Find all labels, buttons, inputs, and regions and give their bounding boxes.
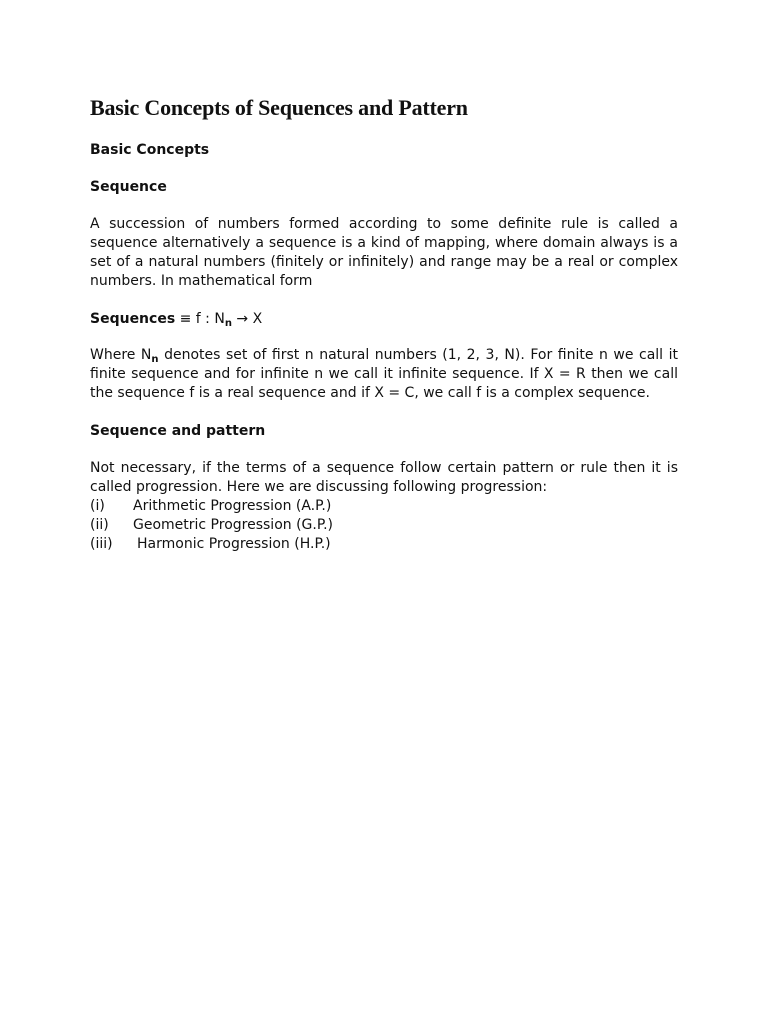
list-item [90,516,678,535]
subsection-heading-sequence: Sequence [90,179,167,195]
list-item-text: Geometric Progression (G.P.) [133,517,334,533]
formula-expression-after: → X [231,311,263,327]
where-lead: Where N [90,347,152,363]
section-heading-basic-concepts: Basic Concepts [90,142,210,158]
where-paragraph [90,346,678,403]
where-rest: denotes set of first n natural numbers (1, 2, 3, N). For finite n we call it finite sequence and for infinite n we call it infinite sequence. If X = R then we call the sequence f is a real sequence and if X = C, we call f is a complex sequence. [90,347,678,401]
definition-paragraph: A succession of numbers formed according to some definite rule is called a sequence alternatively a sequence is a kind of mapping, where domain always is a set of a natural numbers (finitely or infinitely) and range may be a real or complex numbers. In mathematical form [90,216,678,289]
progression-list [90,497,678,554]
subsection-heading-pattern: Sequence and pattern [90,423,266,439]
document-page [90,94,678,554]
list-marker: (ii) [90,517,109,533]
formula-label: Sequences [90,311,176,327]
document-title: Basic Concepts of Sequences and Pattern [90,95,468,120]
list-marker: (iii) [90,536,113,552]
list-item [90,535,678,554]
sequence-formula [90,310,678,328]
progression-paragraph: Not necessary, if the terms of a sequence follow certain pattern or rule then it is called progression. Here we are discussing following progression: [90,460,678,495]
formula-subscript: n [224,318,232,329]
formula-expression-before: ≡ f : N [175,311,225,327]
where-subscript: n [151,354,159,365]
list-item-text: Arithmetic Progression (A.P.) [133,498,332,514]
list-item-text: Harmonic Progression (H.P.) [137,536,331,552]
list-item [90,497,678,516]
list-marker: (i) [90,498,105,514]
